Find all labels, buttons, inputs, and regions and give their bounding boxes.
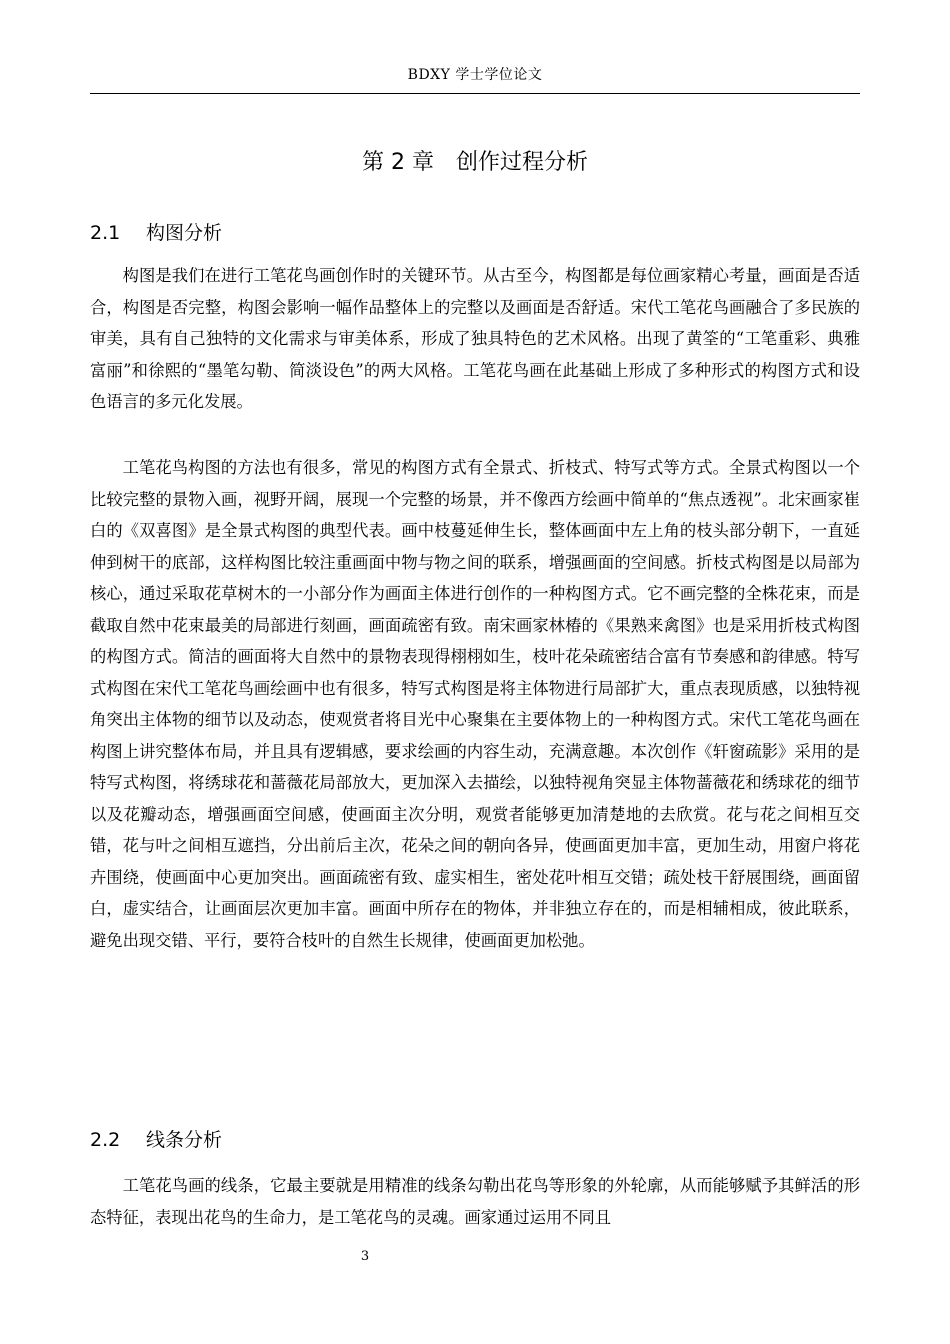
page-number: 3 bbox=[360, 1249, 370, 1264]
header-divider bbox=[90, 93, 860, 94]
paragraph-line-analysis: 工笔花鸟画的线条，它最主要就是用精准的线条勾勒出花鸟等形象的外轮廓，从而能够赋予其鲜活的形态特征，表现出花鸟的生命力，是工笔花鸟的灵魂。画家通过运用不同且 bbox=[90, 1176, 860, 1227]
section-heading-2-2 bbox=[90, 1125, 222, 1155]
section-title: 构图分析 bbox=[146, 222, 223, 244]
section-heading-2-1 bbox=[90, 218, 222, 248]
paragraph-composition-methods: 工笔花鸟构图的方法也有很多，常见的构图方式有全景式、折枝式、特写式等方式。全景式构图以一个比较完整的景物入画，视野开阔，展现一个完整的场景，并不像西方绘画中简单的“焦点透视”。北宋画家崔白的《双喜图》是全景式构图的典型代表。画中枝蔓延伸生长，整体画面中左上角的枝头部分朝下，一直延伸到树干的底部，这样构图比较注重画面中物与物之间的联系，增强画面的空间感。折枝式构图是以局部为核心，通过采取花草树木的一小部分作为画面主体进行创作的一种构图方式。它不画完整的全株花束，而是截取自然中花束最美的局部进行刻画，画面疏密有致。南宋画家林椿的《果熟来禽图》也是采用折枝式构图的构图方式。简洁的画面将大自然中的景物表现得栩栩如生，枝叶花朵疏密结合富有节奏感和韵律感。特写式构图在宋代工笔花鸟画绘画中也有很多，特写式构图是将主体物进行局部扩大，重点表现质感，以独特视角突出主体物的细节以及动态，使观赏者将目光中心聚集在主要体物上的一种构图方式。宋代工笔花鸟画在构图上讲究整体布局，并且具有逻辑感，要求绘画的内容生动，充满意趣。本次创作《轩窗疏影》采用的是特写式构图，将绣球花和蔷薇花局部放大，更加深入去描绘，以独特视角突显主体物蔷薇花和绣球花的细节以及花瓣动态，增强画面空间感，使画面主次分明，观赏者能够更加清楚地的去欣赏。花与花之间相互交错，花与叶之间相互遮挡，分出前后主次，花朵之间的朝向各异，使画面更加丰富，更加生动，用窗户将花卉围绕，使画面中心更加突出。画面疏密有致、虚实相生，密处花叶相互交错；疏处枝干舒展围绕，画面留白，虚实结合，让画面层次更加丰富。画面中所存在的物体，并非独立存在的，而是相辅相成，彼此联系，避免出现交错、平行，要符合枝叶的自然生长规律，使画面更加松弛。 bbox=[90, 458, 860, 950]
section-title: 线条分析 bbox=[146, 1129, 223, 1151]
chapter-title: 第 2 章 创作过程分析 bbox=[362, 150, 588, 175]
section-number: 2.2 bbox=[90, 1129, 121, 1151]
running-header: BDXY 学士学位论文 bbox=[407, 67, 543, 83]
section-number: 2.1 bbox=[90, 222, 121, 244]
paragraph-composition-intro: 构图是我们在进行工笔花鸟画创作时的关键环节。从古至今，构图都是每位画家精心考量，画面是否适合，构图是否完整，构图会影响一幅作品整体上的完整以及画面是否舒适。宋代工笔花鸟画融合了多民族的审美，具有自己独特的文化需求与审美体系，形成了独具特色的艺术风格。出现了黄筌的“工笔重彩、典雅富丽”和徐熙的“墨笔勾勒、简淡设色”的两大风格。工笔花鸟画在此基础上形成了多种形式的构图方式和设色语言的多元化发展。 bbox=[90, 266, 860, 411]
